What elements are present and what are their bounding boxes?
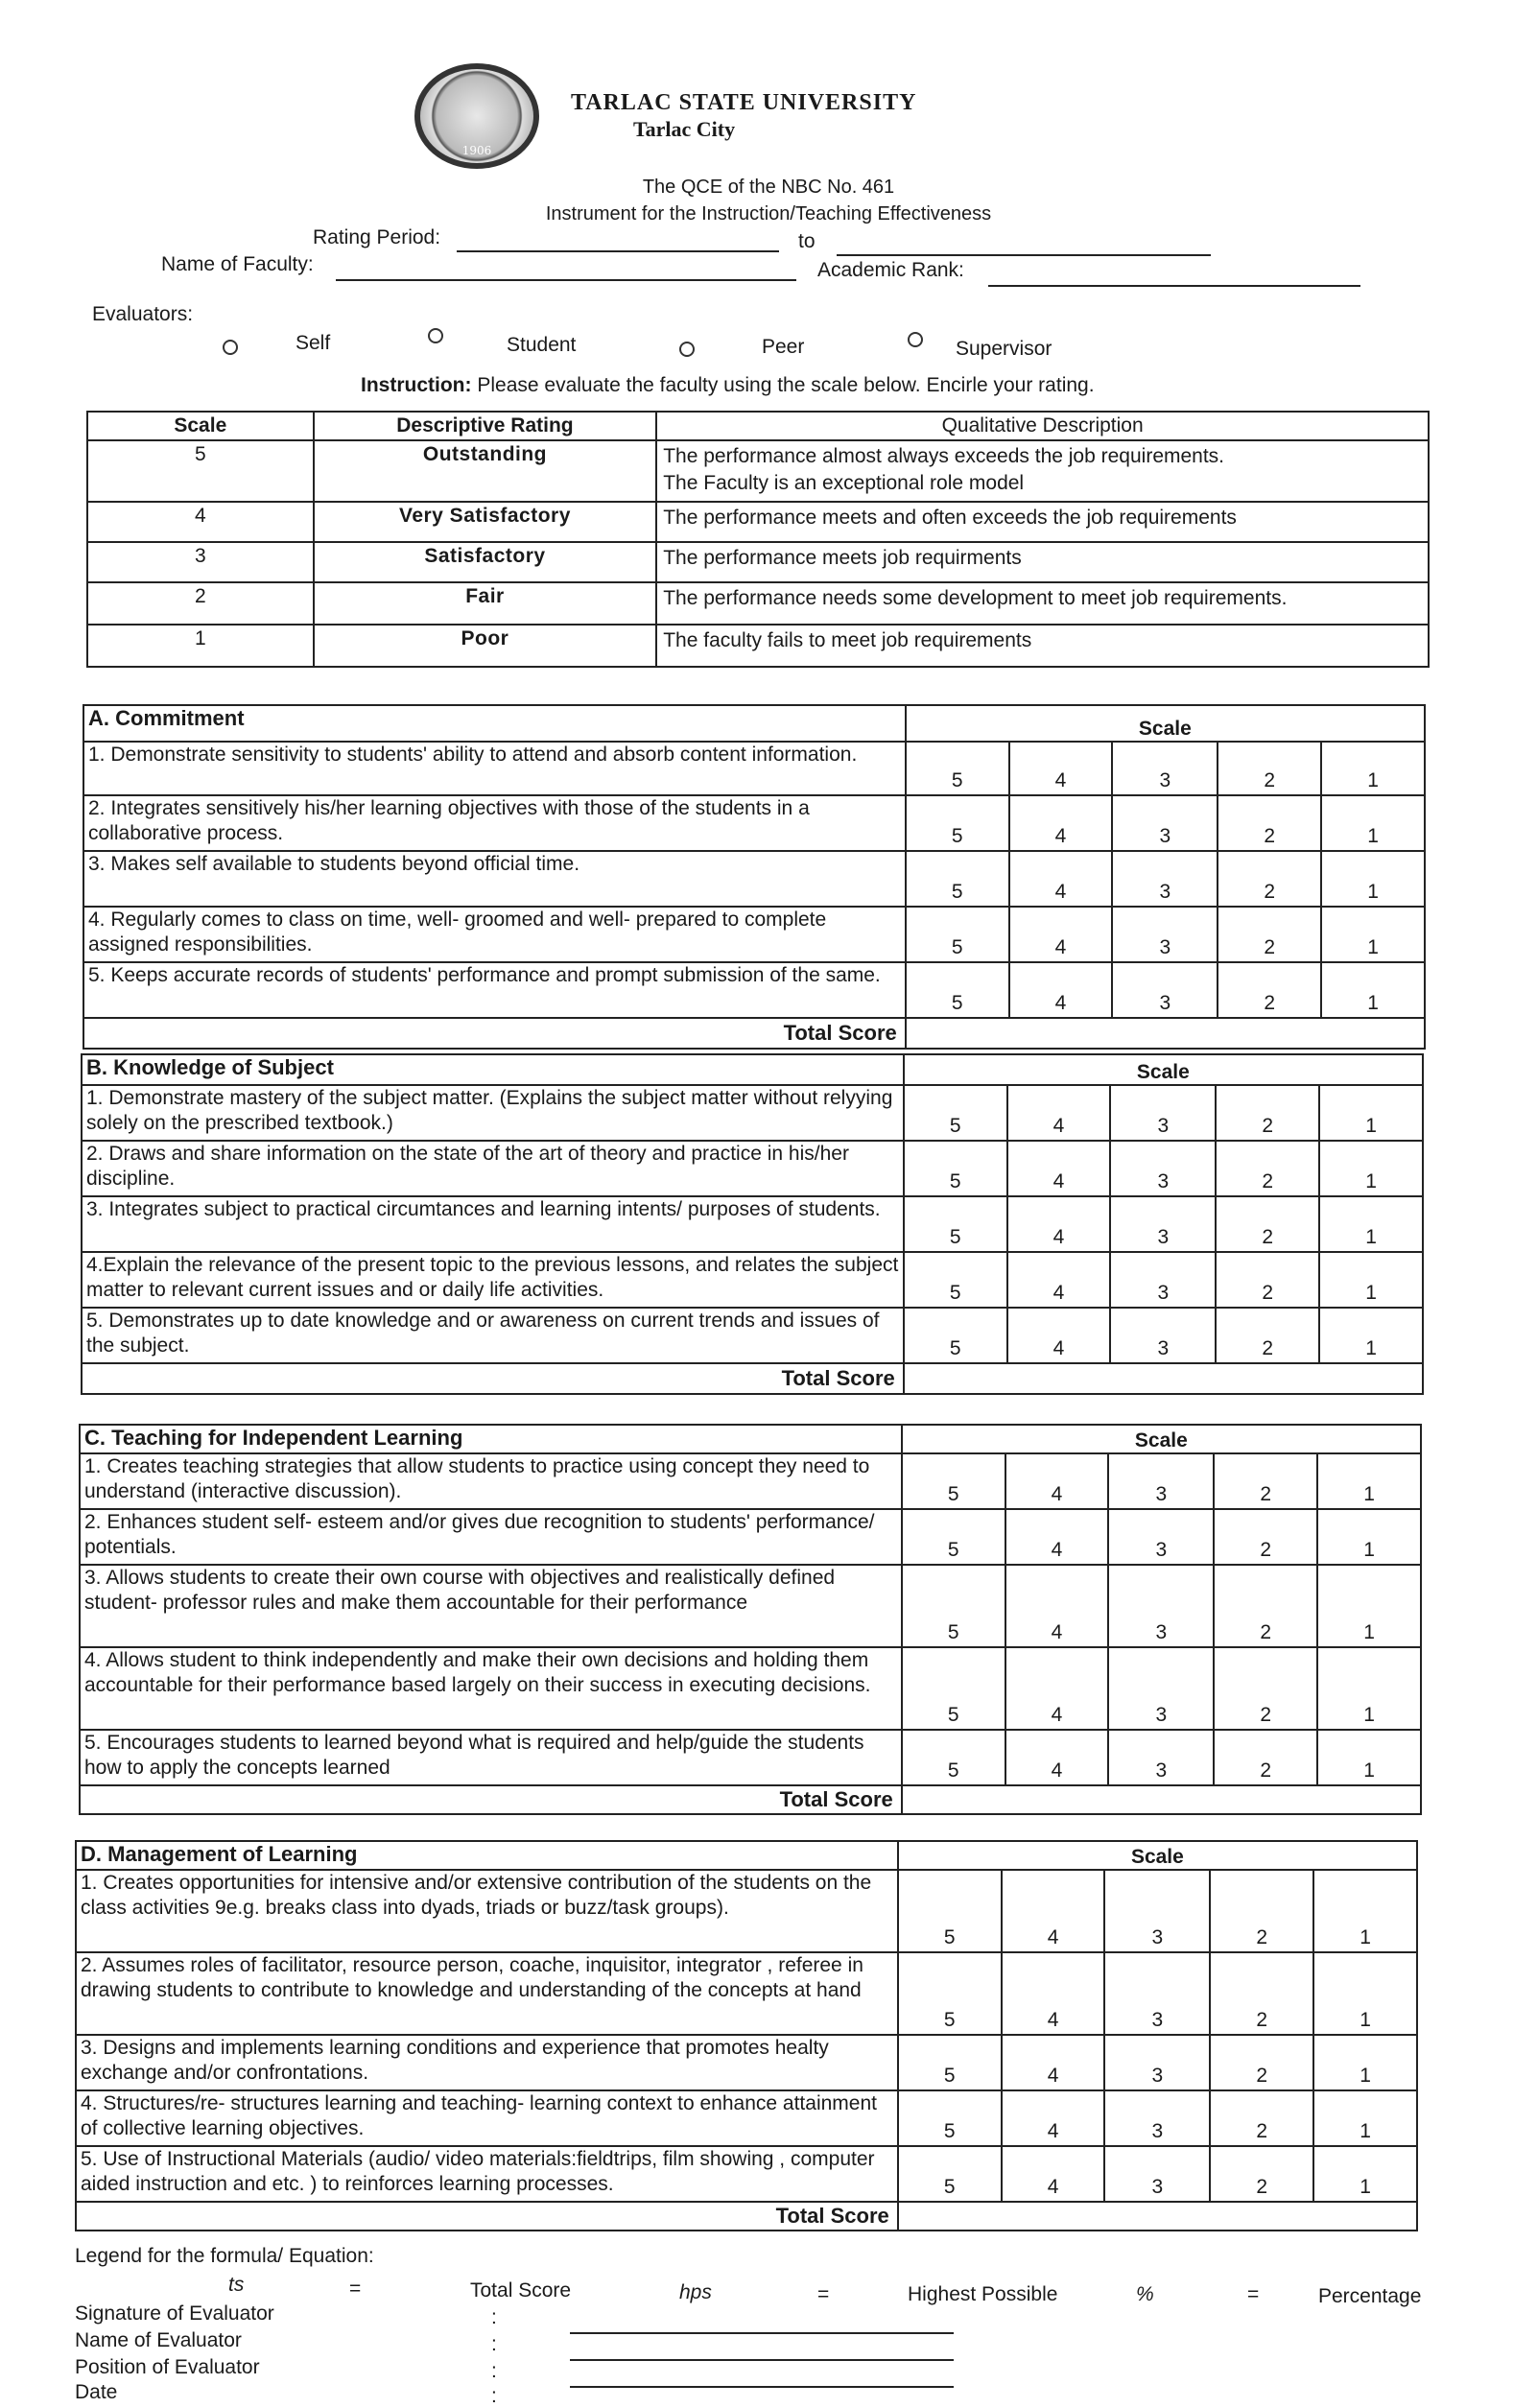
evaluator-self-label: Self [296, 332, 331, 354]
criterion-row [83, 795, 1425, 851]
university-name: TARLAC STATE UNIVERSITY [571, 90, 917, 115]
total-score-label: Total Score [80, 1785, 902, 1814]
rating-option-4[interactable]: 4 [1007, 1252, 1111, 1308]
section-title: C. Teaching for Independent Learning [80, 1425, 902, 1453]
seal-year: 1906 [461, 144, 492, 157]
academic-rank-label: Academic Rank: [817, 259, 964, 281]
rating-description: The performance needs some development to meet job requirements. [656, 582, 1429, 625]
rating-option-4[interactable]: 4 [1009, 851, 1113, 907]
rating-option-2[interactable]: 2 [1216, 1252, 1319, 1308]
rating-option-1[interactable]: 1 [1317, 1647, 1421, 1730]
total-score-field[interactable] [898, 2202, 1417, 2231]
scale-header: Scale [904, 1054, 1423, 1085]
rating-label: Very Satisfactory [314, 502, 657, 542]
rating-option-3[interactable]: 3 [1110, 1252, 1216, 1308]
rating-option-4[interactable]: 4 [1007, 1085, 1111, 1141]
evaluators-label: Evaluators: [92, 303, 194, 325]
rating-option-2[interactable]: 2 [1210, 1870, 1313, 1952]
rating-option-2[interactable]: 2 [1216, 1141, 1319, 1196]
radio-supervisor[interactable] [908, 332, 923, 347]
rating-option-1[interactable]: 1 [1319, 1308, 1423, 1363]
rating-option-2[interactable]: 2 [1218, 742, 1321, 795]
criterion-row [82, 1085, 1423, 1141]
rating-option-4[interactable]: 4 [1002, 2035, 1105, 2090]
evaluator-peer-label: Peer [762, 336, 805, 358]
criterion-row [80, 1565, 1421, 1647]
rating-option-4[interactable]: 4 [1002, 1952, 1105, 2035]
section-c-table [79, 1424, 1422, 1815]
rating-option-2[interactable]: 2 [1218, 851, 1321, 907]
criterion-row [82, 1141, 1423, 1196]
rating-option-3[interactable]: 3 [1112, 962, 1218, 1018]
qce-line: The QCE of the NBC No. 461 [642, 177, 895, 198]
rating-option-2[interactable]: 2 [1216, 1085, 1319, 1141]
criterion-row [80, 1730, 1421, 1785]
rating-option-2[interactable]: 2 [1218, 907, 1321, 962]
criterion-row [80, 1453, 1421, 1509]
colon: : [491, 2385, 497, 2407]
scale-row [87, 582, 1429, 625]
criterion-row [82, 1196, 1423, 1252]
scale-header: Scale [898, 1841, 1417, 1870]
rating-option-2[interactable]: 2 [1216, 1308, 1319, 1363]
rating-option-2[interactable]: 2 [1218, 795, 1321, 851]
criterion-text: 2. Integrates sensitively his/her learning objectives with those of the students in a collaborative process. [83, 795, 906, 851]
criterion-row [83, 851, 1425, 907]
criterion-text: 1. Demonstrate mastery of the subject matter. (Explains the subject matter without relyying solely on the prescribed textbook.) [82, 1085, 904, 1141]
rating-option-5[interactable]: 5 [898, 2090, 1002, 2146]
name-of-faculty-label: Name of Faculty: [161, 253, 314, 275]
rating-option-3[interactable]: 3 [1104, 2035, 1210, 2090]
percent-symbol: % [1136, 2283, 1154, 2305]
criterion-row [76, 2146, 1417, 2202]
rating-option-5[interactable]: 5 [898, 1952, 1002, 2035]
rating-label: Fair [314, 582, 657, 625]
scale-header: Scale [902, 1425, 1421, 1453]
rating-option-2[interactable]: 2 [1214, 1453, 1317, 1509]
rating-option-4[interactable]: 4 [1005, 1730, 1109, 1785]
criterion-row [82, 1252, 1423, 1308]
rating-label: Outstanding [314, 440, 657, 502]
rating-description: The faculty fails to meet job requirements [656, 625, 1429, 667]
hps-symbol: hps [679, 2281, 712, 2303]
scale-row [87, 625, 1429, 667]
total-score-field[interactable] [902, 1785, 1421, 1814]
rating-option-4[interactable]: 4 [1005, 1647, 1109, 1730]
criterion-row [76, 2090, 1417, 2146]
criterion-text: 3. Designs and implements learning conditions and experience that promotes healty exchange and/or confrontations. [76, 2035, 898, 2090]
scale-value: 5 [87, 440, 314, 502]
rating-option-1[interactable]: 1 [1313, 2035, 1417, 2090]
total-score-label: Total Score [82, 1363, 904, 1394]
rating-option-5[interactable]: 5 [898, 1870, 1002, 1952]
criterion-row [76, 1870, 1417, 1952]
rating-option-3[interactable]: 3 [1110, 1085, 1216, 1141]
total-score-label: Total Score [83, 1018, 906, 1049]
rating-option-5[interactable]: 5 [902, 1647, 1005, 1730]
signature-label: Signature of Evaluator [75, 2302, 274, 2325]
rating-option-5[interactable]: 5 [906, 962, 1009, 1018]
rating-option-3[interactable]: 3 [1112, 907, 1218, 962]
rating-option-5[interactable]: 5 [902, 1453, 1005, 1509]
rating-label: Poor [314, 625, 657, 667]
radio-self[interactable] [223, 340, 238, 355]
criterion-row [76, 2035, 1417, 2090]
criterion-text: 3. Integrates subject to practical circumtances and learning intents/ purposes of students. [82, 1196, 904, 1252]
to-label: to [798, 230, 816, 252]
rating-option-4[interactable]: 4 [1005, 1565, 1109, 1647]
position-of-evaluator-label: Position of Evaluator [75, 2356, 260, 2378]
rating-option-4[interactable]: 4 [1009, 795, 1113, 851]
rating-option-1[interactable]: 1 [1317, 1730, 1421, 1785]
rating-option-4[interactable]: 4 [1002, 2090, 1105, 2146]
section-title: A. Commitment [83, 705, 906, 742]
criterion-text: 5. Use of Instructional Materials (audio/ video materials:fieldtrips, film showing , computer aided instruction and etc. ) to reinforces learning processes. [76, 2146, 898, 2202]
criterion-text: 5. Demonstrates up to date knowledge and or awareness on current trends and issues of the subject. [82, 1308, 904, 1363]
rating-option-1[interactable]: 1 [1313, 1870, 1417, 1952]
university-seal [414, 63, 539, 169]
rating-option-3[interactable]: 3 [1108, 1730, 1214, 1785]
criterion-text: 2. Enhances student self- esteem and/or gives due recognition to students' performance/ potentials. [80, 1509, 902, 1565]
rating-option-2[interactable]: 2 [1214, 1509, 1317, 1565]
criterion-text: 2. Assumes roles of facilitator, resource person, coache, inquisitor, integrator , referee in drawing students to contribute to knowledge and understanding of the concepts at hand [76, 1952, 898, 2035]
radio-student[interactable] [428, 328, 443, 343]
criterion-text: 3. Makes self available to students beyond official time. [83, 851, 906, 907]
rating-option-1[interactable]: 1 [1313, 2146, 1417, 2202]
rating-option-1[interactable]: 1 [1319, 1141, 1423, 1196]
rating-option-5[interactable]: 5 [906, 742, 1009, 795]
rating-option-1[interactable]: 1 [1319, 1252, 1423, 1308]
rating-description: The performance meets job requirments [656, 542, 1429, 582]
rating-option-1[interactable]: 1 [1317, 1509, 1421, 1565]
rating-option-4[interactable]: 4 [1007, 1141, 1111, 1196]
rating-option-3[interactable]: 3 [1108, 1647, 1214, 1730]
rating-option-5[interactable]: 5 [898, 2146, 1002, 2202]
rating-option-5[interactable]: 5 [898, 2035, 1002, 2090]
rating-option-5[interactable]: 5 [902, 1509, 1005, 1565]
criterion-row [83, 742, 1425, 795]
rating-option-4[interactable]: 4 [1007, 1308, 1111, 1363]
rating-option-3[interactable]: 3 [1104, 2146, 1210, 2202]
rating-option-5[interactable]: 5 [904, 1252, 1007, 1308]
equals-sign: = [349, 2278, 362, 2300]
rating-option-5[interactable]: 5 [906, 795, 1009, 851]
rating-option-3[interactable]: 3 [1108, 1509, 1214, 1565]
rating-option-2[interactable]: 2 [1214, 1565, 1317, 1647]
rating-option-3[interactable]: 3 [1112, 742, 1218, 795]
rating-option-1[interactable]: 1 [1317, 1565, 1421, 1647]
scale-row [87, 542, 1429, 582]
rating-option-1[interactable]: 1 [1313, 1952, 1417, 2035]
rating-option-2[interactable]: 2 [1210, 2146, 1313, 2202]
radio-peer[interactable] [679, 342, 695, 357]
total-score-label: Total Score [76, 2202, 898, 2231]
scale-header: Scale [87, 412, 314, 440]
scale-row [87, 440, 1429, 502]
rating-option-5[interactable]: 5 [902, 1565, 1005, 1647]
criterion-text: 1. Creates teaching strategies that allow students to practice using concept they need to understand (interactive discussion). [80, 1453, 902, 1509]
rating-option-5[interactable]: 5 [904, 1085, 1007, 1141]
scale-value: 3 [87, 542, 314, 582]
rating-option-1[interactable]: 1 [1313, 2090, 1417, 2146]
rating-option-1[interactable]: 1 [1321, 795, 1425, 851]
rating-option-4[interactable]: 4 [1005, 1509, 1109, 1565]
criterion-row [80, 1647, 1421, 1730]
rating-option-3[interactable]: 3 [1112, 851, 1218, 907]
rating-option-4[interactable]: 4 [1009, 742, 1113, 795]
rating-option-5[interactable]: 5 [906, 851, 1009, 907]
scale-value: 2 [87, 582, 314, 625]
rating-option-3[interactable]: 3 [1108, 1565, 1214, 1647]
rating-option-3[interactable]: 3 [1104, 1952, 1210, 2035]
instrument-line: Instrument for the Instruction/Teaching Effectiveness [545, 203, 992, 224]
rating-option-4[interactable]: 4 [1009, 962, 1113, 1018]
rating-option-1[interactable]: 1 [1319, 1085, 1423, 1141]
criterion-row [83, 962, 1425, 1018]
scale-row [87, 502, 1429, 542]
criterion-text: 1. Demonstrate sensitivity to students' ability to attend and absorb content information. [83, 742, 906, 795]
date-label: Date [75, 2381, 118, 2403]
highest-possible-legend: Highest Possible [908, 2283, 1058, 2305]
section-b-table [81, 1053, 1424, 1395]
rating-label: Satisfactory [314, 542, 657, 582]
qualitative-description-header: Qualitative Description [656, 412, 1429, 440]
rating-option-4[interactable]: 4 [1009, 907, 1113, 962]
total-score-field[interactable] [904, 1363, 1423, 1394]
name-of-evaluator-field[interactable] [570, 2358, 954, 2361]
rating-description-line: The Faculty is an exceptional role model [663, 472, 1025, 494]
rating-option-5[interactable]: 5 [906, 907, 1009, 962]
criterion-text: 4. Regularly comes to class on time, well- groomed and well- prepared to complete assigned responsibilities. [83, 907, 906, 962]
rating-option-1[interactable]: 1 [1319, 1196, 1423, 1252]
total-score-legend: Total Score [470, 2279, 572, 2302]
rating-option-5[interactable]: 5 [904, 1308, 1007, 1363]
rating-option-2[interactable]: 2 [1210, 2035, 1313, 2090]
rating-option-3[interactable]: 3 [1104, 1870, 1210, 1952]
scale-header: Scale [906, 705, 1425, 742]
colon: : [491, 2333, 497, 2355]
rating-option-1[interactable]: 1 [1321, 742, 1425, 795]
rating-option-5[interactable]: 5 [904, 1196, 1007, 1252]
evaluator-student-label: Student [507, 334, 577, 356]
instruction-bold: Instruction: [361, 374, 472, 396]
scale-value: 1 [87, 625, 314, 667]
section-d-table [75, 1840, 1418, 2231]
rating-period-end-field[interactable] [837, 253, 1211, 256]
rating-option-2[interactable]: 2 [1214, 1730, 1317, 1785]
rating-period-label: Rating Period: [313, 226, 441, 248]
rating-option-3[interactable]: 3 [1108, 1453, 1214, 1509]
section-title: D. Management of Learning [76, 1841, 898, 1870]
criterion-text: 4.Explain the relevance of the present topic to the previous lessons, and relates the subject matter to relevant current issues and or daily life activities. [82, 1252, 904, 1308]
criterion-row [82, 1308, 1423, 1363]
rating-description: The performance meets and often exceeds the job requirements [656, 502, 1429, 542]
scale-value: 4 [87, 502, 314, 542]
name-of-faculty-field[interactable] [336, 278, 796, 281]
percentage-legend: Percentage [1318, 2285, 1422, 2307]
university-city: Tarlac City [633, 117, 736, 141]
rating-description-line: The performance almost always exceeds the job requirements. [663, 445, 1225, 467]
rating-option-2[interactable]: 2 [1210, 2090, 1313, 2146]
criterion-text: 4. Structures/re- structures learning and teaching- learning context to enhance attainment of collective learning objectives. [76, 2090, 898, 2146]
rating-option-3[interactable]: 3 [1110, 1196, 1216, 1252]
criterion-row [80, 1509, 1421, 1565]
total-score-field[interactable] [906, 1018, 1425, 1049]
rating-option-3[interactable]: 3 [1112, 795, 1218, 851]
rating-option-4[interactable]: 4 [1002, 2146, 1105, 2202]
evaluator-supervisor-label: Supervisor [956, 338, 1052, 360]
rating-option-2[interactable]: 2 [1210, 1952, 1313, 2035]
rating-option-5[interactable]: 5 [904, 1141, 1007, 1196]
colon: : [491, 2360, 497, 2382]
rating-option-2[interactable]: 2 [1218, 962, 1321, 1018]
name-of-evaluator-label: Name of Evaluator [75, 2329, 242, 2351]
equals-sign: = [817, 2283, 830, 2305]
instruction-text: Please evaluate the faculty using the scale below. Encirle your rating. [477, 374, 1095, 396]
criterion-text: 4. Allows student to think independently and make their own decisions and holding them accountable for their performance based largely on their success in executing decisions. [80, 1647, 902, 1730]
rating-option-1[interactable]: 1 [1321, 962, 1425, 1018]
rating-option-4[interactable]: 4 [1005, 1453, 1109, 1509]
position-of-evaluator-field[interactable] [570, 2385, 954, 2388]
criterion-text: 5. Encourages students to learned beyond what is required and help/guide the students how to apply the concepts learned [80, 1730, 902, 1785]
descriptive-rating-header: Descriptive Rating [314, 412, 657, 440]
rating-scale-table [86, 411, 1430, 668]
signature-field[interactable] [570, 2331, 954, 2334]
colon: : [491, 2306, 497, 2328]
rating-option-3[interactable]: 3 [1104, 2090, 1210, 2146]
rating-period-start-field[interactable] [457, 249, 779, 252]
rating-option-3[interactable]: 3 [1110, 1141, 1216, 1196]
legend-label: Legend for the formula/ Equation: [75, 2245, 374, 2267]
instruction-line [361, 374, 1095, 397]
criterion-text: 3. Allows students to create their own course with objectives and realistically defined student- professor rules and make them accountable for their performance [80, 1565, 902, 1647]
section-a-table [83, 704, 1426, 1050]
rating-option-5[interactable]: 5 [902, 1730, 1005, 1785]
rating-option-2[interactable]: 2 [1214, 1647, 1317, 1730]
section-title: B. Knowledge of Subject [82, 1054, 904, 1085]
rating-option-1[interactable]: 1 [1321, 851, 1425, 907]
criterion-text: 1. Creates opportunities for intensive and/or extensive contribution of the students on the class activities 9e.g. breaks class into dyads, triads or buzz/task groups). [76, 1870, 898, 1952]
rating-option-4[interactable]: 4 [1002, 1870, 1105, 1952]
ts-symbol: ts [228, 2274, 245, 2296]
equals-sign: = [1247, 2283, 1260, 2305]
academic-rank-field[interactable] [988, 284, 1360, 287]
rating-option-1[interactable]: 1 [1317, 1453, 1421, 1509]
criterion-text: 5. Keeps accurate records of students' performance and prompt submission of the same. [83, 962, 906, 1018]
rating-option-3[interactable]: 3 [1110, 1308, 1216, 1363]
criterion-row [83, 907, 1425, 962]
rating-option-1[interactable]: 1 [1321, 907, 1425, 962]
criterion-text: 2. Draws and share information on the state of the art of theory and practice in his/her discipline. [82, 1141, 904, 1196]
rating-description [656, 440, 1429, 502]
rating-option-2[interactable]: 2 [1216, 1196, 1319, 1252]
criterion-row [76, 1952, 1417, 2035]
rating-option-4[interactable]: 4 [1007, 1196, 1111, 1252]
